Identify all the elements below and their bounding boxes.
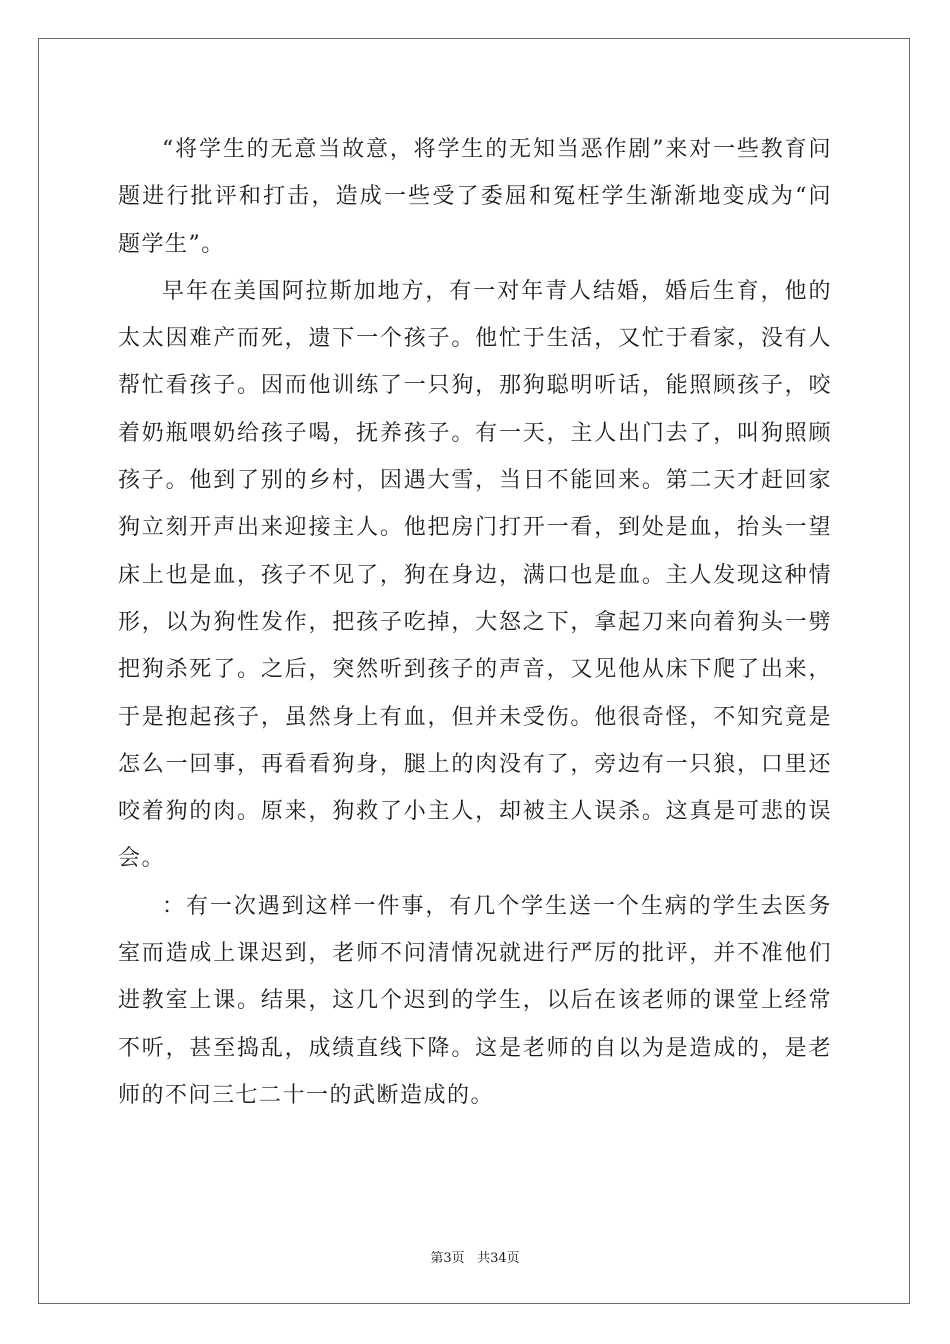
page-footer bbox=[0, 1247, 950, 1266]
page-number: 第3页 bbox=[430, 1251, 465, 1266]
document-body bbox=[118, 126, 832, 1119]
paragraph-3: ：有一次遇到这样一件事，有几个学生送一个生病的学生去医务室而造成上课迟到，老师不问清情况就进行严厉的批评，并不准他们进教室上课。结果，这几个迟到的学生，以后在该老师的课堂上经常不听，甚至捣乱，成绩直线下降。这是老师的自以为是造成的，是老师的不问三七二十一的武断造成的。 bbox=[118, 893, 832, 1108]
paragraph-2: 早年在美国阿拉斯加地方，有一对年青人结婚，婚后生育，他的太太因难产而死，遗下一个孩子。他忙于生活，又忙于看家，没有人帮忙看孩子。因而他训练了一只狗，那狗聪明听话，能照顾孩子，咬着奶瓶喂奶给孩子喝，抚养孩子。有一天，主人出门去了，叫狗照顾孩子。他到了别的乡村，因遇大雪，当日不能回来。第二天才赶回家狗立刻开声出来迎接主人。他把房门打开一看，到处是血，抬头一望床上也是血，孩子不见了，狗在身边，满口也是血。主人发现这种情形，以为狗性发作，把孩子吃掉，大怒之下，拿起刀来向着狗头一劈把狗杀死了。之后，突然听到孩子的声音，又见他从床下爬了出来，于是抱起孩子，虽然身上有血，但并未受伤。他很奇怪，不知究竟是怎么一回事，再看看狗身，腿上的肉没有了，旁边有一只狼，口里还咬着狗的肉。原来，狗救了小主人，却被主人误杀。这真是可悲的误会。 bbox=[118, 278, 832, 872]
page-total: 共34页 bbox=[477, 1251, 520, 1266]
paragraph-1: “将学生的无意当故意，将学生的无知当恶作剧”来对一些教育问题进行批评和打击，造成一些受了委屈和冤枉学生渐渐地变成为“问题学生”。 bbox=[118, 137, 832, 257]
